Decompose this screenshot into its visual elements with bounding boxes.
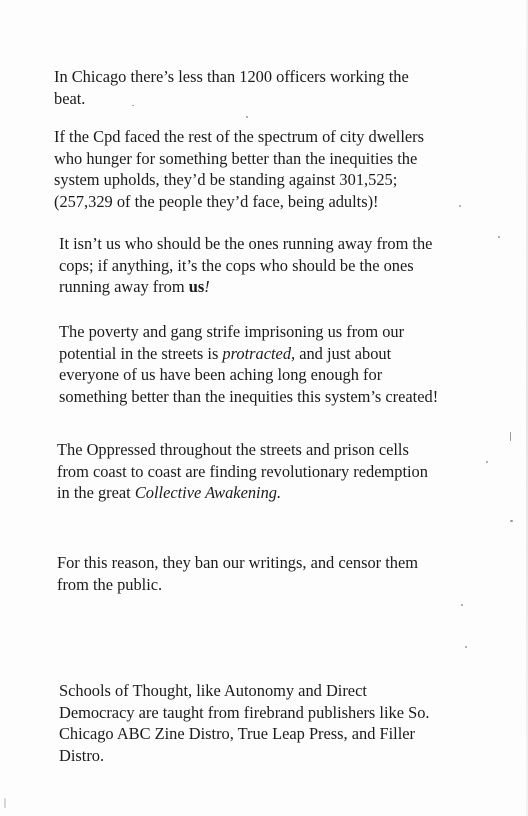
- paragraph-city-dwellers: [54, 126, 424, 212]
- paragraph-schools-of-thought: [59, 680, 430, 766]
- scan-speck: [132, 105, 134, 106]
- text-run: and just about: [295, 343, 392, 363]
- italic-text: protracted,: [222, 343, 296, 363]
- text-line: If the Cpd faced the rest of the spectrum of city dwellers: [54, 127, 425, 146]
- text-line: Democracy are taught from firebrand publishers like So.: [59, 702, 430, 722]
- text-run: potential in the streets is: [59, 343, 223, 363]
- scan-speck: [486, 461, 488, 463]
- text-line: who hunger for something better than the inequities the: [54, 148, 418, 168]
- text-line: [59, 276, 432, 298]
- paragraph-officers-count: [54, 66, 409, 109]
- paragraph-running-away: [59, 233, 432, 298]
- text-line: It isn’t us who should be the ones running away from the: [59, 234, 433, 253]
- italic-text: Collective Awakening.: [134, 483, 282, 502]
- text-line: cops; if anything, it’s the cops who should be the ones: [59, 255, 414, 275]
- text-line: The Oppressed throughout the streets and prison cells: [57, 440, 409, 459]
- text-line: For this reason, they ban our writings, and censor them: [57, 553, 418, 572]
- text-line: everyone of us have been aching long enough for: [59, 365, 383, 384]
- text-line: (257,329 of the people they’d face, being adults)!: [54, 191, 379, 211]
- text-line: [59, 343, 438, 365]
- text-line: Schools of Thought, like Autonomy and Direct: [59, 681, 367, 700]
- scan-speck: [510, 520, 513, 522]
- text-run: in the great: [57, 483, 135, 502]
- paragraph-censorship: [57, 552, 418, 595]
- text-line: [57, 482, 428, 504]
- text-line: In Chicago there’s less than 1200 officers working the: [54, 67, 409, 86]
- text-run: running away from: [59, 277, 189, 296]
- scan-speck: [459, 205, 461, 207]
- scan-speck: [246, 116, 248, 118]
- text-line: system upholds, they’d be standing against 301,525;: [54, 170, 398, 189]
- text-line: Chicago ABC Zine Distro, True Leap Press, and Filler: [59, 724, 416, 743]
- text-line: The poverty and gang strife imprisoning us from our: [59, 322, 405, 341]
- scan-speck: [465, 646, 467, 648]
- scan-speck: [461, 604, 463, 606]
- scan-speck: [510, 432, 511, 441]
- text-line: beat.: [54, 88, 86, 108]
- scan-speck: [4, 798, 6, 808]
- italic-text: !: [204, 277, 210, 296]
- paragraph-oppressed: [57, 439, 428, 504]
- scan-speck: [498, 236, 500, 238]
- paragraph-poverty: [59, 321, 438, 407]
- text-line: from the public.: [57, 574, 163, 594]
- text-line: something better than the inequities this system’s created!: [59, 386, 439, 406]
- text-line: Distro.: [59, 745, 105, 765]
- bold-text: us: [188, 277, 205, 296]
- text-line: from coast to coast are finding revolutionary redemption: [57, 461, 428, 481]
